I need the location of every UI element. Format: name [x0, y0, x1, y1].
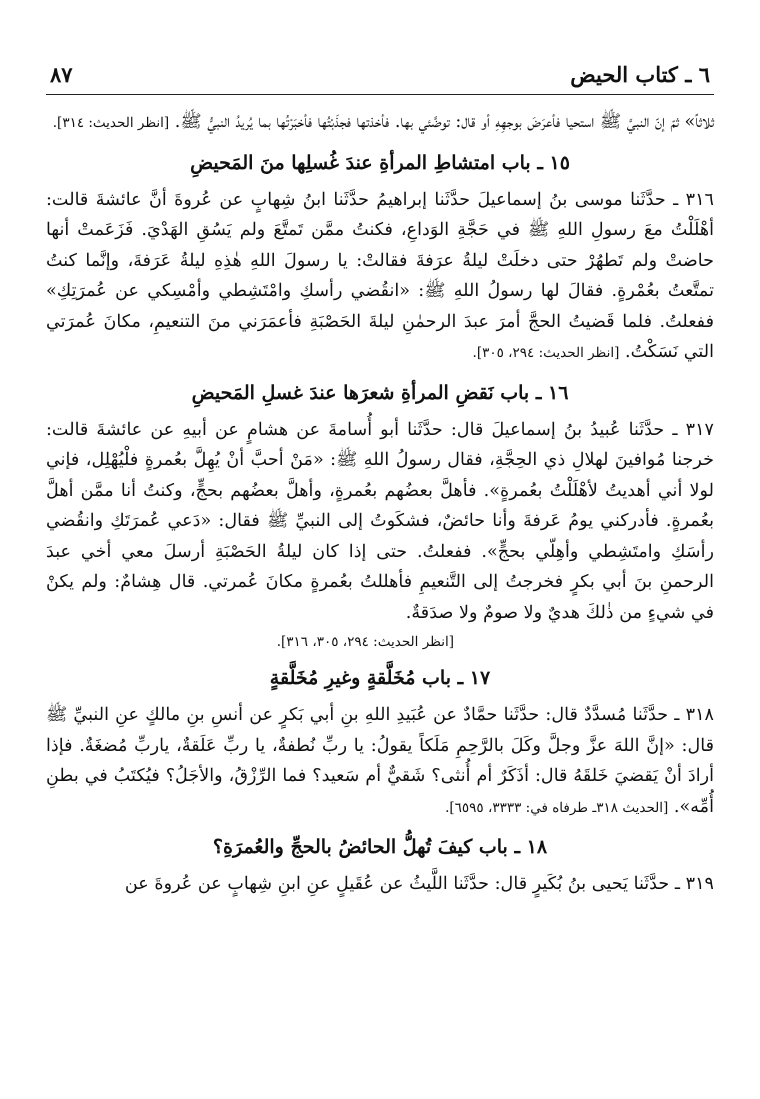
hadith-318	[46, 700, 714, 823]
continuation-paragraph	[46, 107, 714, 139]
chapter-heading-15: ١٥ ـ باب امتشاطِ المرأةِ عندَ غُسلِها منَ المَحيضِ	[190, 151, 570, 174]
chapter-heading-16: ١٦ ـ باب نَقضِ المرأةِ شعرَها عندَ غسلِ المَحيضِ	[191, 381, 569, 404]
hadith-318-text: ٣١٨ ـ حدَّثَنا مُسدَّدٌ قال: حدَّثَنا حمَّادٌ عن عُبَيدِ اللهِ بنِ أبي بَكرٍ عن أنسِ بنِ مالكٍ عنِ النبيِّ ﷺ قال: «إنَّ اللهَ عزَّ وجلَّ وكَلَ بالرَّحِمِ مَلَكاً يقولُ: يا ربِّ نُطفةٌ، يا ربِّ عَلَقةٌ، ياربِّ مُضغَةٌ. فإذا أرادَ أنْ يَقضيَ خَلقَهُ قال: أذَكَرٌ أم أُنثى؟ شَقيٌّ أم سَعيد؟ فما الرِّزْقُ، والأجَلُ؟ فيُكتَبُ في بطنِ أُمِّه».	[46, 705, 714, 817]
page-content	[46, 95, 714, 900]
hadith-316	[46, 185, 714, 369]
continuation-ref: [انظر الحديث: ٣١٤].	[52, 115, 170, 132]
continuation-text: ثلاثاً» ثمّ إنّ النبيَّ ﷺ استحيا فأعرَضَ بوجهِهِ أو قال: توضَّئي بها. فأخذتها فجذَبْتُها فأخبَرْتُها بما يُريدُ النبيُّ ﷺ.	[174, 112, 714, 133]
hadith-317-ref: [انظر الحديث: ٢٩٤، ٣٠٥، ٣١٦].	[276, 634, 454, 651]
hadith-319-text: ٣١٩ ـ حدَّثَنا يَحيى بنُ بُكَيرٍ قال: حدَّثَنا اللَّيثُ عن عُقَيلٍ عنِ ابنِ شِهابٍ عن عُروةَ عن	[124, 874, 714, 895]
hadith-318-ref: [الحديث ٣١٨ـ طرفاه في: ٣٣٣٣، ٦٥٩٥].	[445, 799, 669, 816]
chapter-heading-18: ١٨ ـ باب كيفَ تُهلُّ الحائضُ بالحجِّ والعُمرَةِ؟	[212, 836, 548, 859]
hadith-317-text: ٣١٧ ـ حدَّثَنا عُبيدُ بنُ إسماعيلَ قال: حدَّثَنا أبو أُسامةَ عن هشامٍ عن أبيهِ عن عائشةَ قالت: خرجنا مُوافينَ لهلالِ ذي الحِجَّةِ، فقال رسولُ اللهِ ﷺ: «مَنْ أحبَّ أنْ يُهِلَّ بعُمرةٍ فلْيُهْلِل، فإني لولا أني أهديتُ لأهْلَلْتُ بعُمرةٍ». فأهلَّ بعضُهم بعُمرةٍ، وأهلَّ بعضُهم بحجٍّ، وكنتُ أنا ممَّن أهلَّ بعُمرةٍ. فأدركني يومُ عَرفةَ وأنا حائضٌ، فشكَوتُ إلى النبيِّ ﷺ فقال: «دَعي عُمرَتَكِ وانقُضي رأسَكِ وامتَشِطي وأهِلّي بحجٍّ». ففعلتُ. حتى إذا كان ليلةُ الحَصْبَةِ أرسلَ معي أخي عبدَ الرحمنِ بنَ أبي بكرٍ فخرجتُ إلى التَّنعيمِ فأهللتُ بعُمرةٍ مكانَ عُمرتي. قال هِشامٌ: ولم يكنْ في شيءٍ من ذٰلكَ هديٌ ولا صومٌ ولا صدَقةٌ.	[46, 419, 714, 623]
chapter-heading-17: ١٧ ـ باب مُخَلَّقةٍ وغيرِ مُخَلَّقةٍ	[269, 667, 491, 690]
page-header	[46, 62, 714, 95]
page-number: ٨٧	[50, 62, 73, 87]
hadith-316-ref: [انظر الحديث: ٢٩٤، ٣٠٥].	[472, 345, 620, 362]
hadith-317	[46, 415, 714, 629]
chapter-title: ٦ ـ كتاب الحيض	[570, 62, 710, 87]
hadith-316-text: ٣١٦ ـ حدَّثَنا موسى بنُ إسماعيلَ حدَّثَنا إبراهيمُ حدَّثَنا ابنُ شِهابٍ عن عُروةَ أنَّ عائشةَ قالت: أهْلَلْتُ معَ رسولِ اللهِ ﷺ في حَجَّةِ الوَداعِ، فكنتُ ممَّن تَمتَّعَ ولم يَسُقِ الهَدْيَ. فَزَعَمتْ أنها حاضتْ ولم تَطهُرْ حتى دخلَتْ ليلةُ عرَفةَ فقالتْ: يا رسولَ اللهِ هٰذِهِ ليلةُ عَرَفةَ، وإنَّما كنتُ تمتَّعتُ بعُمْرةٍ. فقالَ لها رسولُ اللهِ ﷺ: «انقُضي رأسكِ وامْتَشِطي وأمْسِكي عن عُمرَتِكِ» ففعلتُ. فلما قَضيتُ الحجَّ أمرَ عبدَ الرحمٰنِ ليلةَ الحَصْبَةِ فأعمَرَني منَ التنعيمِ، مكانَ عُمرَتي التي نَسَكْتُ.	[46, 189, 714, 363]
hadith-319	[46, 869, 714, 900]
